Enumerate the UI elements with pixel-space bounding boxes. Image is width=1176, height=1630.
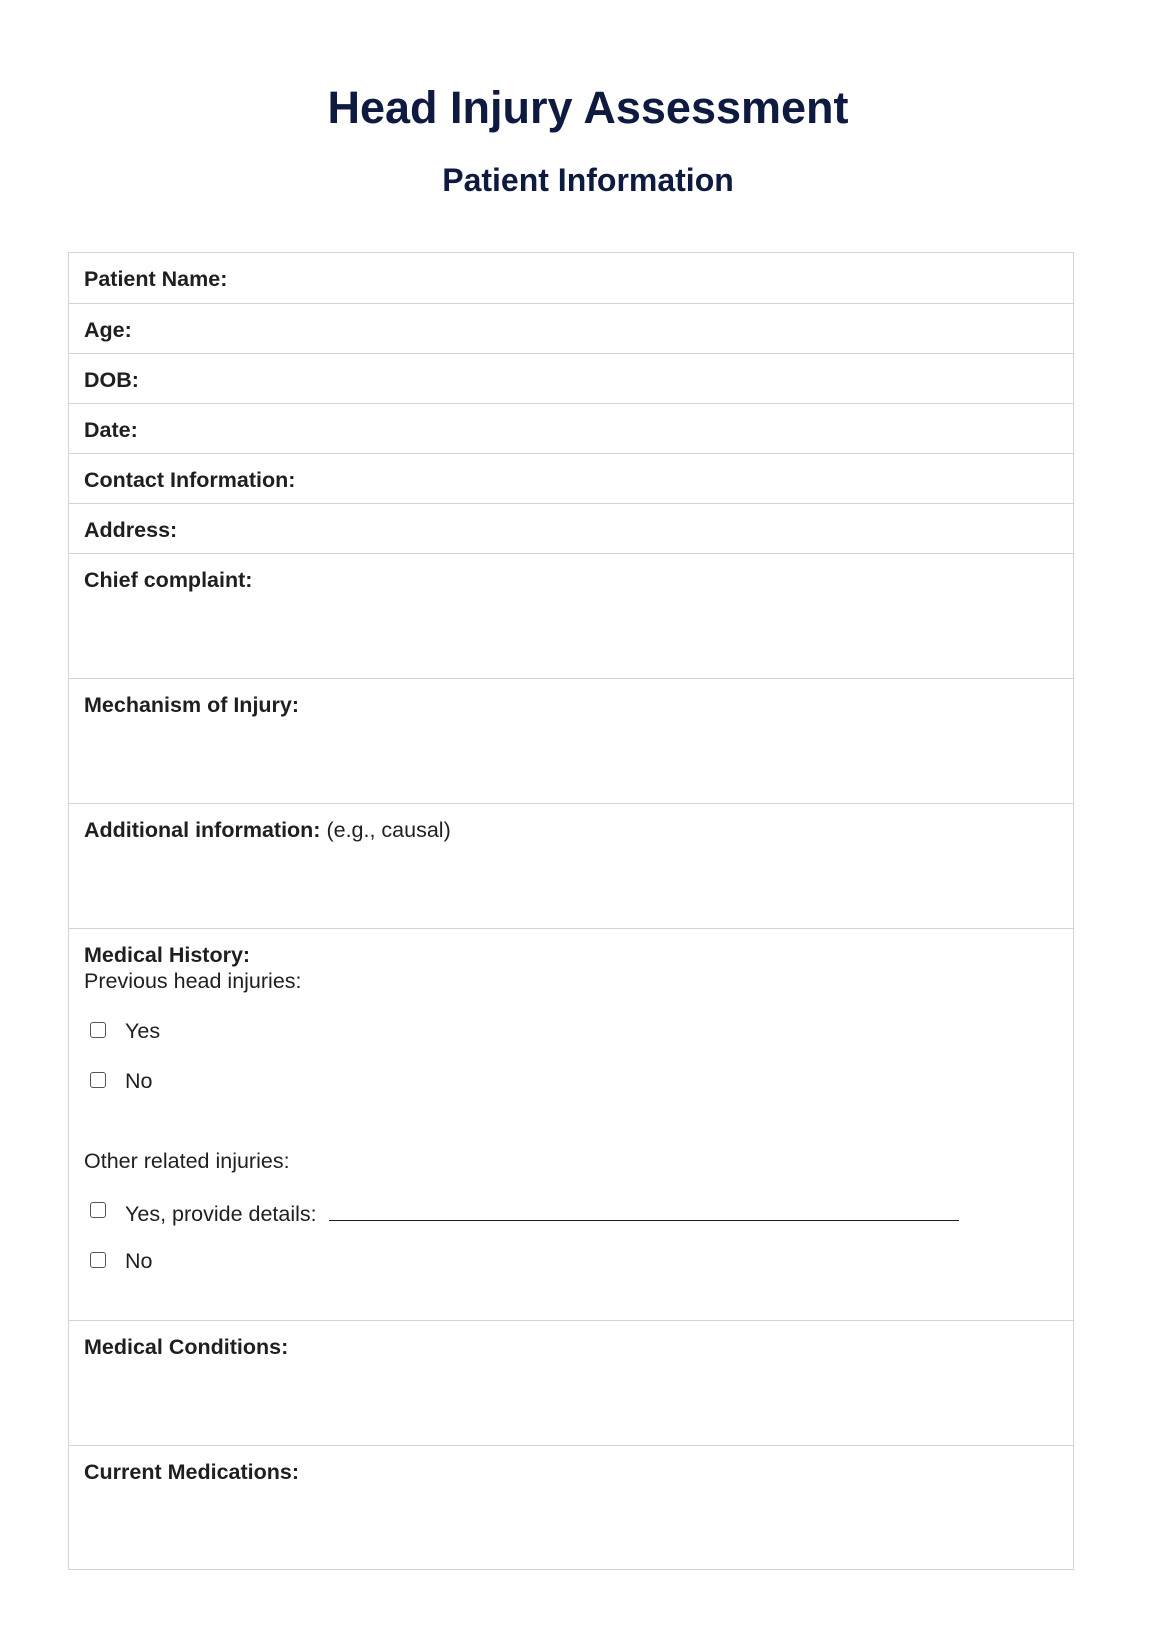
previous-head-injuries-question: Previous head injuries: (84, 969, 302, 993)
mechanism-of-injury-field[interactable] (69, 678, 1073, 803)
dob-label: DOB: (84, 368, 139, 392)
other-related-injuries-no-option[interactable] (84, 1248, 1058, 1274)
additional-information-label: Additional information: (84, 818, 321, 842)
contact-information-field[interactable] (69, 453, 1073, 503)
patient-name-field[interactable] (69, 253, 1073, 303)
option-label: No (125, 1069, 153, 1093)
page-title: Head Injury Assessment (327, 82, 849, 133)
option-label: Yes (125, 1019, 161, 1043)
checkbox-icon[interactable] (90, 1202, 106, 1218)
checkbox-icon[interactable] (90, 1252, 106, 1268)
checkbox-icon[interactable] (90, 1022, 106, 1038)
mechanism-of-injury-label: Mechanism of Injury: (84, 693, 300, 717)
current-medications-label: Current Medications: (84, 1460, 300, 1484)
previous-head-injuries-yes-option[interactable] (84, 1018, 1058, 1044)
option-label: Yes, provide details: (125, 1202, 317, 1226)
other-related-injuries-yes-option[interactable] (84, 1198, 1058, 1224)
previous-head-injuries-no-option[interactable] (84, 1068, 1058, 1094)
chief-complaint-label: Chief complaint: (84, 568, 253, 592)
patient-info-table (68, 252, 1074, 1570)
current-medications-field[interactable] (69, 1445, 1073, 1569)
age-field[interactable] (69, 303, 1073, 353)
medical-conditions-label: Medical Conditions: (84, 1335, 289, 1359)
details-input-line[interactable] (329, 1198, 959, 1221)
additional-information-field[interactable] (69, 803, 1073, 928)
age-label: Age: (84, 318, 132, 342)
patient-name-label: Patient Name: (84, 267, 228, 291)
medical-conditions-field[interactable] (69, 1320, 1073, 1445)
date-label: Date: (84, 418, 138, 442)
checkbox-icon[interactable] (90, 1072, 106, 1088)
medical-history-section (69, 928, 1073, 1320)
medical-history-label: Medical History: (84, 943, 251, 967)
section-title: Patient Information (442, 162, 734, 198)
contact-information-label: Contact Information: (84, 468, 296, 492)
address-field[interactable] (69, 503, 1073, 553)
option-label: No (125, 1249, 153, 1273)
other-related-injuries-question: Other related injuries: (84, 1149, 290, 1173)
address-label: Address: (84, 518, 178, 542)
date-field[interactable] (69, 403, 1073, 453)
chief-complaint-field[interactable] (69, 553, 1073, 678)
additional-information-hint: (e.g., causal) (326, 818, 451, 842)
dob-field[interactable] (69, 353, 1073, 403)
